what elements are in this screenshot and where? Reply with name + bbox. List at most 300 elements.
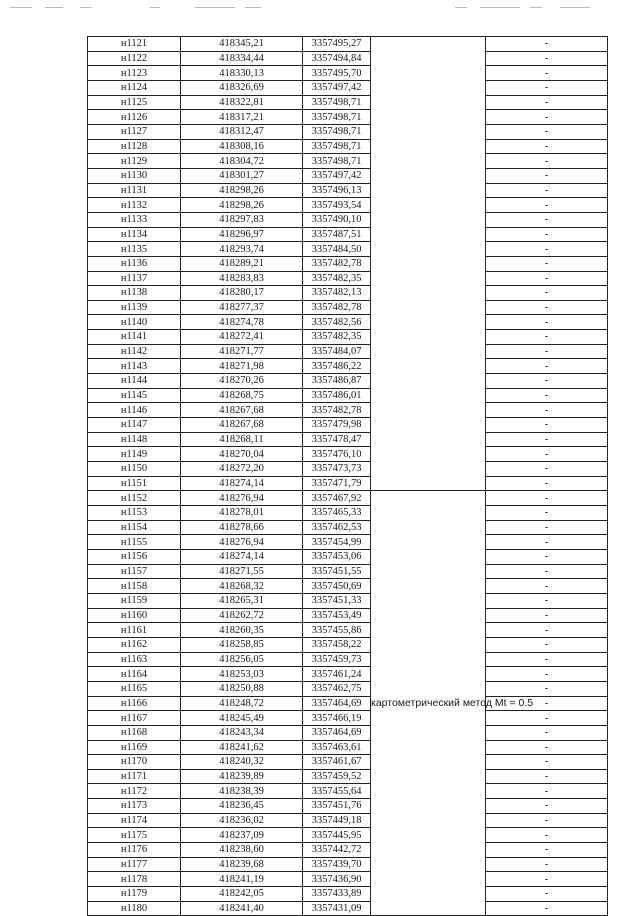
y-coordinate-cell: 3357454,99 [303, 535, 371, 550]
table-row [88, 330, 608, 345]
y-coordinate-cell: 3357451,76 [303, 799, 371, 814]
x-coordinate-cell: 418278,66 [181, 520, 303, 535]
accuracy-cell: - [486, 418, 608, 433]
point-name-cell: н1157 [88, 564, 181, 579]
point-name-cell: н1173 [88, 799, 181, 814]
y-coordinate-cell: 3357478,47 [303, 432, 371, 447]
x-coordinate-cell: 418271,55 [181, 564, 303, 579]
table-row [88, 388, 608, 403]
x-coordinate-cell: 418253,03 [181, 667, 303, 682]
accuracy-cell: - [486, 212, 608, 227]
table-row [88, 212, 608, 227]
point-name-cell: н1144 [88, 374, 181, 389]
x-coordinate-cell: 418308,16 [181, 139, 303, 154]
table-row [88, 637, 608, 652]
table-row [88, 579, 608, 594]
x-coordinate-cell: 418239,89 [181, 769, 303, 784]
table-row [88, 37, 608, 52]
y-coordinate-cell: 3357487,51 [303, 227, 371, 242]
accuracy-cell: - [486, 755, 608, 770]
point-name-cell: н1162 [88, 637, 181, 652]
point-name-cell: н1177 [88, 857, 181, 872]
point-name-cell: н1139 [88, 300, 181, 315]
point-name-cell: н1146 [88, 403, 181, 418]
table-row [88, 315, 608, 330]
y-coordinate-cell: 3357482,35 [303, 271, 371, 286]
point-name-cell: н1136 [88, 256, 181, 271]
y-coordinate-cell: 3357486,01 [303, 388, 371, 403]
x-coordinate-cell: 418243,34 [181, 725, 303, 740]
accuracy-cell: - [486, 740, 608, 755]
x-coordinate-cell: 418278,01 [181, 506, 303, 521]
accuracy-cell: - [486, 535, 608, 550]
table-row [88, 652, 608, 667]
y-coordinate-cell: 3357449,18 [303, 813, 371, 828]
point-name-cell: н1176 [88, 843, 181, 858]
accuracy-cell: - [486, 725, 608, 740]
x-coordinate-cell: 418304,72 [181, 154, 303, 169]
accuracy-cell: - [486, 608, 608, 623]
table-row [88, 271, 608, 286]
point-name-cell: н1130 [88, 168, 181, 183]
accuracy-cell: - [486, 124, 608, 139]
x-coordinate-cell: 418330,13 [181, 66, 303, 81]
y-coordinate-cell: 3357482,13 [303, 286, 371, 301]
y-coordinate-cell: 3357484,50 [303, 242, 371, 257]
x-coordinate-cell: 418274,14 [181, 549, 303, 564]
table-row [88, 300, 608, 315]
y-coordinate-cell: 3357453,49 [303, 608, 371, 623]
y-coordinate-cell: 3357496,13 [303, 183, 371, 198]
y-coordinate-cell: 3357482,78 [303, 256, 371, 271]
point-name-cell: н1153 [88, 506, 181, 521]
table-row [88, 843, 608, 858]
x-coordinate-cell: 418322,81 [181, 95, 303, 110]
accuracy-cell: - [486, 388, 608, 403]
point-name-cell: н1156 [88, 549, 181, 564]
accuracy-cell: - [486, 359, 608, 374]
table-row [88, 110, 608, 125]
x-coordinate-cell: 418260,35 [181, 623, 303, 638]
x-coordinate-cell: 418312,47 [181, 124, 303, 139]
x-coordinate-cell: 418241,62 [181, 740, 303, 755]
table-row [88, 506, 608, 521]
table-row [88, 286, 608, 301]
table-row [88, 549, 608, 564]
table-row [88, 784, 608, 799]
table-row [88, 227, 608, 242]
point-name-cell: н1127 [88, 124, 181, 139]
x-coordinate-cell: 418283,83 [181, 271, 303, 286]
y-coordinate-cell: 3357450,69 [303, 579, 371, 594]
y-coordinate-cell: 3357486,22 [303, 359, 371, 374]
x-coordinate-cell: 418236,45 [181, 799, 303, 814]
point-name-cell: н1141 [88, 330, 181, 345]
x-coordinate-cell: 418289,21 [181, 256, 303, 271]
table-row [88, 124, 608, 139]
accuracy-cell: - [486, 857, 608, 872]
accuracy-cell: - [486, 300, 608, 315]
point-name-cell: н1166 [88, 696, 181, 711]
accuracy-cell: - [486, 286, 608, 301]
table-row [88, 887, 608, 902]
accuracy-cell: - [486, 711, 608, 726]
y-coordinate-cell: 3357431,09 [303, 901, 371, 916]
y-coordinate-cell: 3357482,35 [303, 330, 371, 345]
point-name-cell: н1169 [88, 740, 181, 755]
accuracy-cell: - [486, 80, 608, 95]
x-coordinate-cell: 418265,31 [181, 593, 303, 608]
table-row [88, 344, 608, 359]
x-coordinate-cell: 418241,40 [181, 901, 303, 916]
x-coordinate-cell: 418239,68 [181, 857, 303, 872]
coordinates-table-body [88, 37, 608, 916]
table-row [88, 755, 608, 770]
accuracy-cell: - [486, 843, 608, 858]
accuracy-cell: - [486, 828, 608, 843]
x-coordinate-cell: 418240,32 [181, 755, 303, 770]
table-row [88, 374, 608, 389]
x-coordinate-cell: 418248,72 [181, 696, 303, 711]
table-row [88, 403, 608, 418]
accuracy-cell: - [486, 887, 608, 902]
accuracy-cell: - [486, 901, 608, 916]
x-coordinate-cell: 418241,19 [181, 872, 303, 887]
y-coordinate-cell: 3357473,73 [303, 462, 371, 477]
point-name-cell: н1163 [88, 652, 181, 667]
point-name-cell: н1140 [88, 315, 181, 330]
point-name-cell: н1159 [88, 593, 181, 608]
accuracy-cell: - [486, 168, 608, 183]
y-coordinate-cell: 3357497,42 [303, 80, 371, 95]
accuracy-cell: - [486, 799, 608, 814]
y-coordinate-cell: 3357462,75 [303, 681, 371, 696]
y-coordinate-cell: 3357445,95 [303, 828, 371, 843]
y-coordinate-cell: 3357476,10 [303, 447, 371, 462]
x-coordinate-cell: 418296,97 [181, 227, 303, 242]
accuracy-cell: - [486, 520, 608, 535]
y-coordinate-cell: 3357498,71 [303, 139, 371, 154]
x-coordinate-cell: 418250,88 [181, 681, 303, 696]
x-coordinate-cell: 418236,02 [181, 813, 303, 828]
table-row [88, 139, 608, 154]
x-coordinate-cell: 418238,60 [181, 843, 303, 858]
table-row [88, 857, 608, 872]
point-name-cell: н1175 [88, 828, 181, 843]
y-coordinate-cell: 3357461,24 [303, 667, 371, 682]
point-name-cell: н1164 [88, 667, 181, 682]
point-name-cell: н1167 [88, 711, 181, 726]
table-row [88, 769, 608, 784]
table-row [88, 813, 608, 828]
table-row [88, 667, 608, 682]
table-row [88, 564, 608, 579]
accuracy-cell: - [486, 242, 608, 257]
accuracy-cell: - [486, 476, 608, 491]
point-name-cell: н1165 [88, 681, 181, 696]
table-row [88, 256, 608, 271]
point-name-cell: н1152 [88, 491, 181, 506]
accuracy-cell: - [486, 37, 608, 52]
x-coordinate-cell: 418268,32 [181, 579, 303, 594]
table-row [88, 476, 608, 491]
accuracy-cell: - [486, 681, 608, 696]
x-coordinate-cell: 418256,05 [181, 652, 303, 667]
accuracy-cell: - [486, 183, 608, 198]
x-coordinate-cell: 418274,14 [181, 476, 303, 491]
table-row [88, 681, 608, 696]
scan-header-marks [0, 0, 640, 14]
x-coordinate-cell: 418267,68 [181, 403, 303, 418]
x-coordinate-cell: 418271,98 [181, 359, 303, 374]
accuracy-cell: - [486, 769, 608, 784]
table-row [88, 198, 608, 213]
x-coordinate-cell: 418276,94 [181, 491, 303, 506]
y-coordinate-cell: 3357497,42 [303, 168, 371, 183]
y-coordinate-cell: 3357436,90 [303, 872, 371, 887]
x-coordinate-cell: 418270,04 [181, 447, 303, 462]
x-coordinate-cell: 418268,75 [181, 388, 303, 403]
point-name-cell: н1160 [88, 608, 181, 623]
x-coordinate-cell: 418301,27 [181, 168, 303, 183]
y-coordinate-cell: 3357458,22 [303, 637, 371, 652]
table-row [88, 418, 608, 433]
y-coordinate-cell: 3357494,84 [303, 51, 371, 66]
accuracy-cell: - [486, 667, 608, 682]
x-coordinate-cell: 418326,69 [181, 80, 303, 95]
point-name-cell: н1138 [88, 286, 181, 301]
accuracy-cell: - [486, 564, 608, 579]
y-coordinate-cell: 3357498,71 [303, 124, 371, 139]
point-name-cell: н1170 [88, 755, 181, 770]
point-name-cell: н1179 [88, 887, 181, 902]
method-cell-upper [371, 37, 486, 491]
x-coordinate-cell: 418298,26 [181, 198, 303, 213]
y-coordinate-cell: 3357464,69 [303, 725, 371, 740]
accuracy-cell: - [486, 549, 608, 564]
point-name-cell: н1126 [88, 110, 181, 125]
x-coordinate-cell: 418237,09 [181, 828, 303, 843]
point-name-cell: н1154 [88, 520, 181, 535]
y-coordinate-cell: 3357451,55 [303, 564, 371, 579]
x-coordinate-cell: 418272,20 [181, 462, 303, 477]
x-coordinate-cell: 418267,68 [181, 418, 303, 433]
table-row [88, 432, 608, 447]
y-coordinate-cell: 3357482,78 [303, 403, 371, 418]
y-coordinate-cell: 3357459,73 [303, 652, 371, 667]
y-coordinate-cell: 3357467,92 [303, 491, 371, 506]
accuracy-cell: - [486, 51, 608, 66]
point-name-cell: н1137 [88, 271, 181, 286]
y-coordinate-cell: 3357455,86 [303, 623, 371, 638]
accuracy-cell: - [486, 374, 608, 389]
point-name-cell: н1172 [88, 784, 181, 799]
y-coordinate-cell: 3357466,19 [303, 711, 371, 726]
y-coordinate-cell: 3357498,71 [303, 110, 371, 125]
point-name-cell: н1135 [88, 242, 181, 257]
accuracy-cell: - [486, 110, 608, 125]
accuracy-cell: - [486, 95, 608, 110]
accuracy-cell: - [486, 198, 608, 213]
y-coordinate-cell: 3357465,33 [303, 506, 371, 521]
table-row [88, 799, 608, 814]
accuracy-cell: - [486, 637, 608, 652]
x-coordinate-cell: 418345,21 [181, 37, 303, 52]
point-name-cell: н1142 [88, 344, 181, 359]
table-row [88, 872, 608, 887]
table-row [88, 608, 608, 623]
x-coordinate-cell: 418245,49 [181, 711, 303, 726]
table-row [88, 183, 608, 198]
x-coordinate-cell: 418270,26 [181, 374, 303, 389]
x-coordinate-cell: 418238,39 [181, 784, 303, 799]
x-coordinate-cell: 418276,94 [181, 535, 303, 550]
x-coordinate-cell: 418274,78 [181, 315, 303, 330]
table-row [88, 154, 608, 169]
x-coordinate-cell: 418262,72 [181, 608, 303, 623]
accuracy-cell: - [486, 227, 608, 242]
coordinates-table [87, 36, 608, 916]
method-cell: картометрический метод Mt = 0.5 [371, 491, 486, 916]
table-row [88, 725, 608, 740]
point-name-cell: н1155 [88, 535, 181, 550]
x-coordinate-cell: 418317,21 [181, 110, 303, 125]
point-name-cell: н1122 [88, 51, 181, 66]
x-coordinate-cell: 418258,85 [181, 637, 303, 652]
table-row [88, 66, 608, 81]
y-coordinate-cell: 3357493,54 [303, 198, 371, 213]
point-name-cell: н1121 [88, 37, 181, 52]
point-name-cell: н1180 [88, 901, 181, 916]
table-row [88, 462, 608, 477]
point-name-cell: н1150 [88, 462, 181, 477]
accuracy-cell: - [486, 623, 608, 638]
point-name-cell: н1143 [88, 359, 181, 374]
x-coordinate-cell: 418298,26 [181, 183, 303, 198]
y-coordinate-cell: 3357490,10 [303, 212, 371, 227]
table-row [88, 168, 608, 183]
accuracy-cell: - [486, 315, 608, 330]
table-row [88, 623, 608, 638]
table-row [88, 593, 608, 608]
y-coordinate-cell: 3357451,33 [303, 593, 371, 608]
point-name-cell: н1151 [88, 476, 181, 491]
y-coordinate-cell: 3357471,79 [303, 476, 371, 491]
accuracy-cell: - [486, 403, 608, 418]
table-row [88, 447, 608, 462]
point-name-cell: н1125 [88, 95, 181, 110]
point-name-cell: н1145 [88, 388, 181, 403]
accuracy-cell: - [486, 696, 608, 711]
x-coordinate-cell: 418280,17 [181, 286, 303, 301]
table-row [88, 520, 608, 535]
accuracy-cell: - [486, 330, 608, 345]
x-coordinate-cell: 418242,05 [181, 887, 303, 902]
point-name-cell: н1133 [88, 212, 181, 227]
accuracy-cell: - [486, 256, 608, 271]
accuracy-cell: - [486, 139, 608, 154]
point-name-cell: н1178 [88, 872, 181, 887]
accuracy-cell: - [486, 784, 608, 799]
point-name-cell: н1149 [88, 447, 181, 462]
accuracy-cell: - [486, 491, 608, 506]
y-coordinate-cell: 3357439,70 [303, 857, 371, 872]
point-name-cell: н1168 [88, 725, 181, 740]
accuracy-cell: - [486, 271, 608, 286]
x-coordinate-cell: 418293,74 [181, 242, 303, 257]
table-row [88, 95, 608, 110]
table-row [88, 828, 608, 843]
y-coordinate-cell: 3357498,71 [303, 95, 371, 110]
accuracy-cell: - [486, 506, 608, 521]
y-coordinate-cell: 3357463,61 [303, 740, 371, 755]
accuracy-cell: - [486, 652, 608, 667]
x-coordinate-cell: 418271,77 [181, 344, 303, 359]
y-coordinate-cell: 3357462,53 [303, 520, 371, 535]
point-name-cell: н1174 [88, 813, 181, 828]
table-row [88, 491, 608, 506]
y-coordinate-cell: 3357433,89 [303, 887, 371, 902]
point-name-cell: н1147 [88, 418, 181, 433]
x-coordinate-cell: 418297,83 [181, 212, 303, 227]
y-coordinate-cell: 3357461,67 [303, 755, 371, 770]
point-name-cell: н1161 [88, 623, 181, 638]
x-coordinate-cell: 418334,44 [181, 51, 303, 66]
y-coordinate-cell: 3357459,52 [303, 769, 371, 784]
y-coordinate-cell: 3357482,56 [303, 315, 371, 330]
table-row [88, 740, 608, 755]
accuracy-cell: - [486, 447, 608, 462]
y-coordinate-cell: 3357498,71 [303, 154, 371, 169]
y-coordinate-cell: 3357482,78 [303, 300, 371, 315]
x-coordinate-cell: 418268,11 [181, 432, 303, 447]
y-coordinate-cell: 3357484,07 [303, 344, 371, 359]
point-name-cell: н1132 [88, 198, 181, 213]
accuracy-cell: - [486, 66, 608, 81]
point-name-cell: н1148 [88, 432, 181, 447]
y-coordinate-cell: 3357464,69 [303, 696, 371, 711]
accuracy-cell: - [486, 813, 608, 828]
point-name-cell: н1129 [88, 154, 181, 169]
y-coordinate-cell: 3357495,27 [303, 37, 371, 52]
accuracy-cell: - [486, 462, 608, 477]
y-coordinate-cell: 3357486,87 [303, 374, 371, 389]
accuracy-cell: - [486, 872, 608, 887]
x-coordinate-cell: 418272,41 [181, 330, 303, 345]
point-name-cell: н1171 [88, 769, 181, 784]
point-name-cell: н1123 [88, 66, 181, 81]
table-row [88, 359, 608, 374]
table-row [88, 535, 608, 550]
table-row [88, 711, 608, 726]
table-row [88, 901, 608, 916]
accuracy-cell: - [486, 432, 608, 447]
y-coordinate-cell: 3357479,98 [303, 418, 371, 433]
accuracy-cell: - [486, 154, 608, 169]
table-row [88, 80, 608, 95]
point-name-cell: н1124 [88, 80, 181, 95]
point-name-cell: н1158 [88, 579, 181, 594]
y-coordinate-cell: 3357453,06 [303, 549, 371, 564]
accuracy-cell: - [486, 344, 608, 359]
y-coordinate-cell: 3357442,72 [303, 843, 371, 858]
x-coordinate-cell: 418277,37 [181, 300, 303, 315]
table-row [88, 51, 608, 66]
y-coordinate-cell: 3357455,64 [303, 784, 371, 799]
table-row [88, 242, 608, 257]
y-coordinate-cell: 3357495,70 [303, 66, 371, 81]
point-name-cell: н1134 [88, 227, 181, 242]
